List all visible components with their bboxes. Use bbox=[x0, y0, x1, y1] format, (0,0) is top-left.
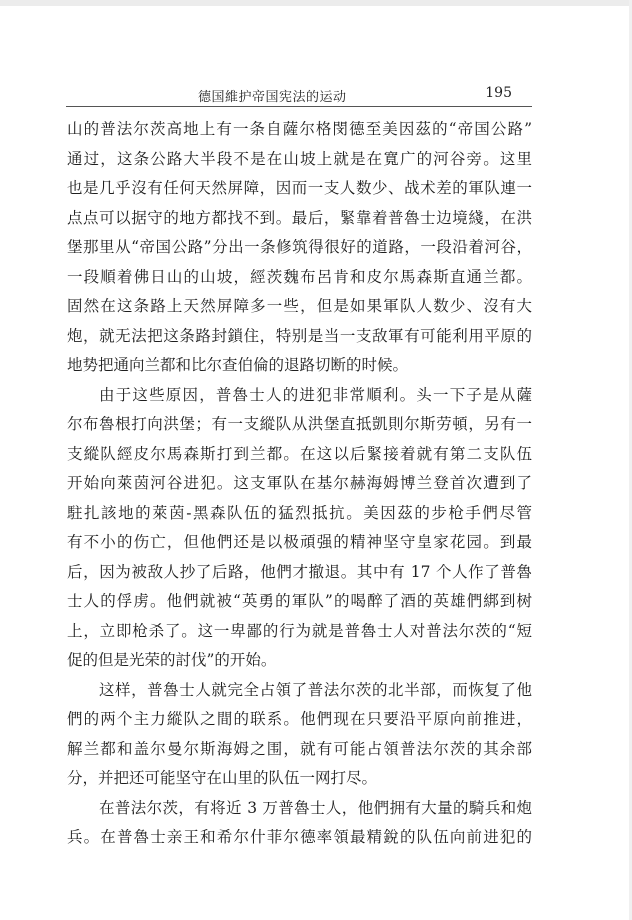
text-line: 們的两个主力縱队之間的联系。他們现在只要沿平原向前推进， bbox=[67, 710, 532, 728]
text-line: 尔布魯根打向洪堡；有一支縱队从洪堡直抵凱則尔斯劳頓，另有一 bbox=[67, 415, 532, 433]
paragraph bbox=[67, 794, 532, 853]
running-title: 德国維护帝国宪法的运动 bbox=[198, 90, 347, 105]
text-line: 有不小的伤亡，但他們还是以极頑强的精神坚守皇家花园。到最 bbox=[67, 533, 532, 551]
text-line: 在普法尔茨，有将近 3 万普魯士人，他們拥有大量的騎兵和炮 bbox=[99, 798, 532, 817]
paragraph bbox=[67, 381, 532, 676]
text-line: 由于这些原因，普魯士人的进犯非常順利。头一下子是从薩 bbox=[99, 385, 532, 404]
text-line: 开始向萊茵河谷进犯。这支軍队在基尔赫海姆博兰登首次遭到了 bbox=[67, 474, 532, 492]
text-line: 点点可以据守的地方都找不到。最后，緊靠着普魯士边境綫，在洪 bbox=[67, 208, 532, 227]
text-line: 地势把通向兰都和比尔查伯倫的退路切断的时候。 bbox=[67, 356, 409, 374]
text-line: 兵。在普魯士亲王和希尔什菲尔德率領最精銳的队伍向前进犯的 bbox=[67, 828, 532, 846]
scan-edge-top bbox=[0, 0, 632, 6]
text-line: 固然在这条路上天然屏障多一些，但是如果軍队人数少、沒有大 bbox=[67, 297, 532, 315]
text-line: 駐扎該地的萊茵-黑森队伍的猛烈抵抗。美因茲的步枪手們尽管 bbox=[67, 503, 532, 522]
paragraph bbox=[67, 676, 532, 794]
text-line: 一段順着佛日山的山坡，經茨魏布呂肯和皮尔馬森斯直通兰都。 bbox=[67, 267, 532, 286]
text-line: 堡那里从“帝国公路”分出一条修筑得很好的道路，一段沿着河谷， bbox=[67, 238, 532, 256]
text-line: 士人的俘虏。他們就被“英勇的軍队”的喝醉了酒的英雄們綁到树 bbox=[67, 592, 532, 610]
text-line: 支縱队經皮尔馬森斯打到兰都。在这以后緊接着就有第二支队伍 bbox=[67, 444, 532, 463]
text-line: 上，立即枪杀了。这一卑鄙的行为就是普魯士人对普法尔茨的“短 bbox=[67, 621, 532, 640]
text-line: 促的但是光荣的討伐”的开始。 bbox=[67, 651, 277, 669]
text-line: 炮，就无法把这条路封鎖住，特别是当一支敌軍有可能利用平原的 bbox=[67, 326, 532, 345]
page-number: 195 bbox=[485, 85, 512, 101]
text-line: 后，因为被敌人抄了后路，他們才撤退。其中有 17 个人作了普魯 bbox=[67, 562, 532, 581]
text-line: 这样，普魯士人就完全占領了普法尔茨的北半部，而恢复了他 bbox=[99, 680, 532, 699]
paragraph bbox=[67, 115, 532, 381]
text-line: 也是几乎沒有任何天然屏障，因而一支人数少、战术差的軍队連一 bbox=[67, 179, 532, 197]
text-line: 分，并把还可能坚守在山里的队伍一网打尽。 bbox=[67, 769, 378, 787]
text-line: 解兰都和盖尔曼尔斯海姆之围，就有可能占領普法尔茨的其余部 bbox=[67, 739, 532, 758]
running-head bbox=[66, 84, 532, 107]
body-text bbox=[67, 115, 532, 853]
text-line: 山的普法尔茨高地上有一条自薩尔格閔德至美因茲的“帝国公路” bbox=[67, 120, 532, 138]
text-line: 通过，这条公路大半段不是在山坡上就是在寬广的河谷旁。这里 bbox=[67, 149, 532, 168]
